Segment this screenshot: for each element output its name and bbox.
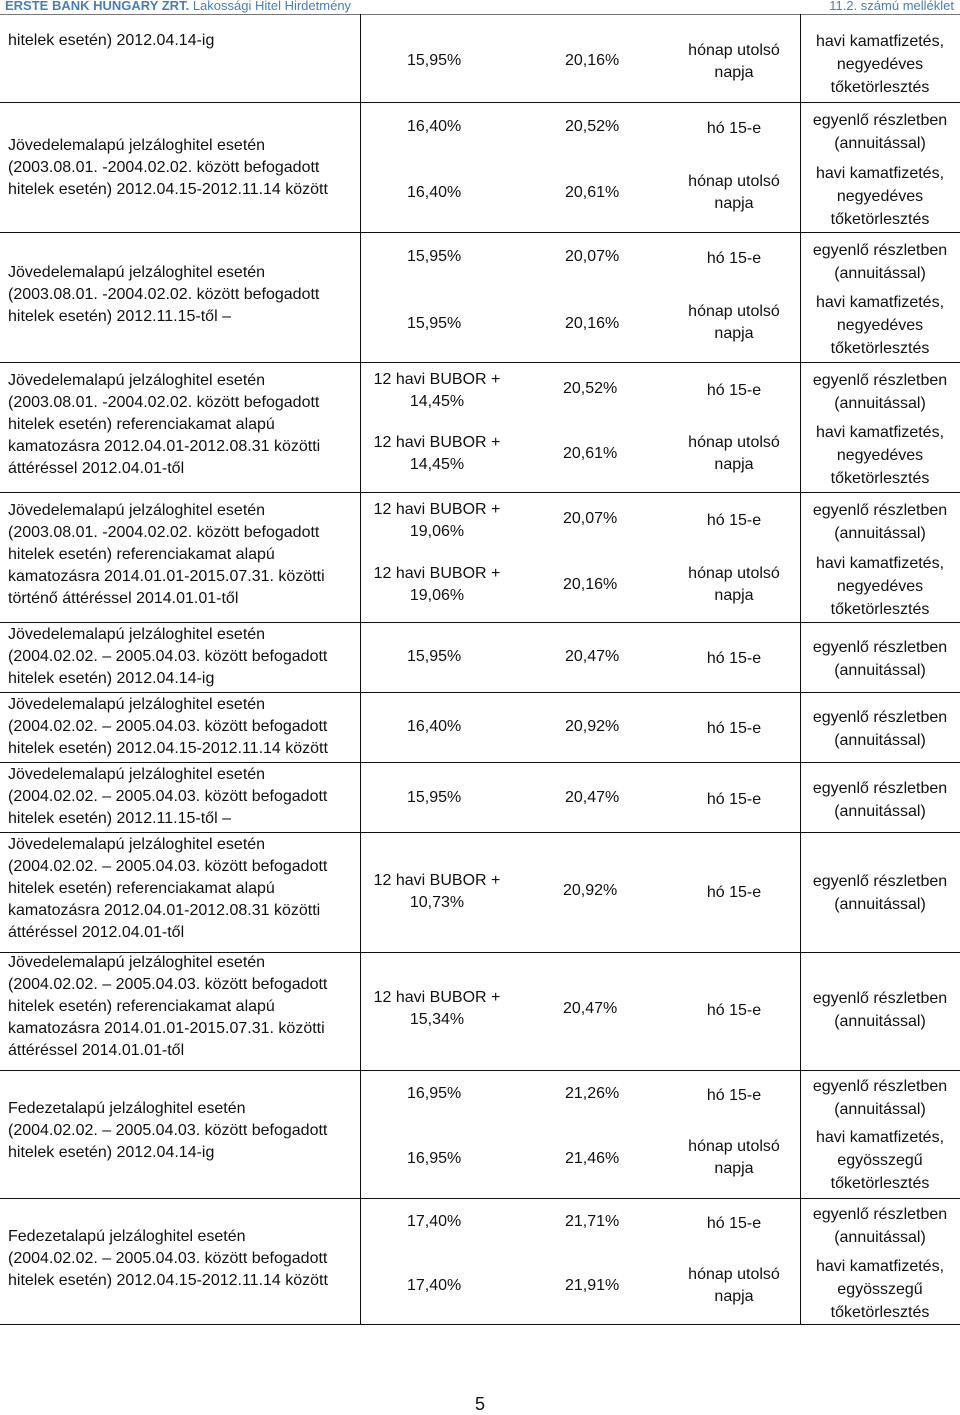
- repayment-line: (annuitással): [834, 732, 926, 749]
- repayment-line: (annuitással): [834, 896, 926, 913]
- description-line: kamatozásra 2014.01.01-2015.07.31. közötti: [8, 568, 325, 585]
- description-line: hitelek esetén) 2012.04.14-ig: [8, 1144, 215, 1161]
- due-date: [670, 563, 798, 607]
- base-rate: [362, 432, 512, 476]
- thm-rate: 20,16%: [565, 315, 620, 332]
- thm-rate: 20,92%: [563, 882, 618, 899]
- due-date-line: hónap utolsó: [688, 434, 780, 451]
- description-line: (2004.02.02. – 2005.04.03. között befogadott: [8, 1122, 328, 1139]
- repayment-line: havi kamatfizetés,: [815, 1129, 945, 1146]
- description-line: hitelek esetén) referenciakamat alapú: [8, 546, 275, 563]
- base-rate: [362, 499, 512, 543]
- thm-rate: 20,61%: [563, 445, 618, 462]
- due-date: [670, 118, 798, 140]
- description-line: Jövedelemalapú jelzáloghitel esetén: [8, 137, 266, 154]
- base-rate: 16,95%: [407, 1150, 462, 1167]
- repayment-line: tőketörlesztés: [830, 79, 930, 96]
- description-line: áttéréssel 2012.04.01-től: [8, 460, 185, 477]
- repayment-line: negyedéves: [836, 578, 924, 595]
- due-date-line: hónap utolsó: [688, 42, 780, 59]
- due-date: [670, 40, 798, 84]
- base-rate: 17,40%: [407, 1277, 462, 1294]
- repayment-line: (annuitással): [834, 662, 926, 679]
- repayment-line: tőketörlesztés: [830, 1175, 930, 1192]
- row-separator: [0, 362, 960, 363]
- description-line: (2004.02.02. – 2005.04.03. között befogadott: [8, 788, 328, 805]
- description-line: Jövedelemalapú jelzáloghitel esetén: [8, 836, 266, 853]
- repayment-method: [800, 369, 960, 415]
- row-description: [8, 30, 358, 52]
- repayment-method: [800, 552, 960, 621]
- base-rate: 15,95%: [407, 52, 462, 69]
- description-line: hitelek esetén) 2012.04.15-2012.11.14 között: [8, 181, 328, 198]
- repayment-line: negyedéves: [836, 447, 924, 464]
- due-date-line: hó 15-e: [706, 382, 762, 399]
- base-rate-line: 14,45%: [409, 456, 465, 473]
- repayment-line: havi kamatfizetés,: [815, 1258, 945, 1275]
- row-description: [8, 694, 358, 760]
- due-date-line: napja: [714, 1288, 754, 1305]
- due-date: [670, 648, 798, 670]
- description-line: hitelek esetén) 2012.04.15-2012.11.14 között: [8, 740, 328, 757]
- base-rate-line: 10,73%: [409, 894, 465, 911]
- repayment-line: havi kamatfizetés,: [815, 294, 945, 311]
- due-date-line: hó 15-e: [706, 1215, 762, 1232]
- due-date-line: hó 15-e: [706, 791, 762, 808]
- description-line: (2004.02.02. – 2005.04.03. között befogadott: [8, 976, 328, 993]
- due-date-line: napja: [714, 456, 754, 473]
- repayment-method: [800, 636, 960, 682]
- description-line: Jövedelemalapú jelzáloghitel esetén: [8, 696, 266, 713]
- description-line: (2003.08.01. -2004.02.02. között befogadott: [8, 286, 320, 303]
- description-line: áttéréssel 2014.01.01-től: [8, 1042, 185, 1059]
- description-line: hitelek esetén) 2012.04.14-ig: [8, 32, 215, 49]
- base-rate: 15,95%: [407, 315, 462, 332]
- due-date-line: napja: [714, 325, 754, 342]
- repayment-line: egyösszegű: [837, 1281, 923, 1298]
- base-rate-line: 14,45%: [409, 393, 465, 410]
- repayment-line: negyedéves: [836, 56, 924, 73]
- page-number: 5: [474, 1394, 485, 1414]
- due-date: [670, 718, 798, 740]
- thm-rate: 21,26%: [565, 1085, 620, 1102]
- due-date: [670, 432, 798, 476]
- base-rate-line: 12 havi BUBOR +: [373, 434, 501, 451]
- repayment-line: havi kamatfizetés,: [815, 165, 945, 182]
- repayment-line: (annuitással): [834, 1229, 926, 1246]
- due-date-line: hónap utolsó: [688, 173, 780, 190]
- row-separator: [0, 492, 960, 493]
- column-divider-description: [360, 14, 361, 1324]
- repayment-line: havi kamatfizetés,: [815, 33, 945, 50]
- repayment-line: egyenlő részletben: [812, 1206, 948, 1223]
- description-line: hitelek esetén) 2012.11.15-től –: [8, 810, 231, 827]
- row-description: [8, 952, 358, 1062]
- base-rate: [362, 987, 512, 1031]
- repayment-method: [800, 109, 960, 155]
- base-rate-line: 12 havi BUBOR +: [373, 872, 501, 889]
- description-line: (2003.08.01. -2004.02.02. között befogadott: [8, 524, 320, 541]
- base-rate: 17,40%: [407, 1213, 462, 1230]
- repayment-line: egyenlő részletben: [812, 639, 948, 656]
- repayment-line: egyösszegű: [837, 1152, 923, 1169]
- description-line: (2003.08.01. -2004.02.02. között befogadott: [8, 159, 320, 176]
- repayment-line: havi kamatfizetés,: [815, 424, 945, 441]
- base-rate-line: 12 havi BUBOR +: [373, 501, 501, 518]
- repayment-line: egyenlő részletben: [812, 990, 948, 1007]
- thm-rate: 21,46%: [565, 1150, 620, 1167]
- repayment-line: egyenlő részletben: [812, 1078, 948, 1095]
- thm-rate: 20,52%: [565, 118, 620, 135]
- thm-rate: 21,91%: [565, 1277, 620, 1294]
- due-date: [670, 1213, 798, 1235]
- thm-rate: 20,47%: [565, 789, 620, 806]
- thm-rate: 20,07%: [563, 510, 618, 527]
- due-date-line: hó 15-e: [706, 250, 762, 267]
- due-date: [670, 882, 798, 904]
- row-separator: [0, 232, 960, 233]
- base-rate: 15,95%: [407, 248, 462, 265]
- thm-rate: 21,71%: [565, 1213, 620, 1230]
- document-title: Lakossági Hitel Hirdetmény: [192, 0, 352, 13]
- due-date-line: hó 15-e: [706, 1002, 762, 1019]
- thm-rate: 20,16%: [563, 576, 618, 593]
- repayment-method: [800, 1126, 960, 1195]
- description-line: kamatozásra 2012.04.01-2012.08.31 közötti: [8, 902, 321, 919]
- due-date-line: hónap utolsó: [688, 1138, 780, 1155]
- base-rate: [362, 870, 512, 914]
- repayment-method: [800, 1255, 960, 1324]
- repayment-line: negyedéves: [836, 317, 924, 334]
- base-rate: 16,40%: [407, 118, 462, 135]
- row-description: [8, 500, 358, 610]
- due-date: [670, 510, 798, 532]
- row-separator: [0, 1070, 960, 1071]
- annex-label: 11.2. számú melléklet: [829, 0, 954, 13]
- due-date: [670, 1085, 798, 1107]
- repayment-line: egyenlő részletben: [812, 372, 948, 389]
- due-date-line: hó 15-e: [706, 720, 762, 737]
- description-line: kamatozásra 2012.04.01-2012.08.31 közötti: [8, 438, 321, 455]
- repayment-line: egyenlő részletben: [812, 502, 948, 519]
- header-left: [5, 0, 351, 13]
- description-line: Fedezetalapú jelzáloghitel esetén: [8, 1228, 246, 1245]
- due-date-line: hó 15-e: [706, 650, 762, 667]
- base-rate: 16,40%: [407, 718, 462, 735]
- row-description: [8, 135, 358, 201]
- thm-rate: 20,07%: [565, 248, 620, 265]
- repayment-line: egyenlő részletben: [812, 873, 948, 890]
- description-line: hitelek esetén) 2012.04.14-ig: [8, 670, 215, 687]
- repayment-line: tőketörlesztés: [830, 470, 930, 487]
- repayment-line: (annuitással): [834, 803, 926, 820]
- base-rate-line: 12 havi BUBOR +: [373, 989, 501, 1006]
- repayment-line: (annuitással): [834, 1101, 926, 1118]
- row-separator: [0, 762, 960, 763]
- due-date: [670, 301, 798, 345]
- description-line: történő áttéréssel 2014.01.01-től: [8, 590, 239, 607]
- repayment-method: [800, 777, 960, 823]
- description-line: Jövedelemalapú jelzáloghitel esetén: [8, 954, 266, 971]
- due-date: [670, 380, 798, 402]
- thm-rate: 20,61%: [565, 184, 620, 201]
- due-date-line: hó 15-e: [706, 884, 762, 901]
- description-line: hitelek esetén) referenciakamat alapú: [8, 998, 275, 1015]
- due-date: [670, 789, 798, 811]
- base-rate-line: 12 havi BUBOR +: [373, 371, 501, 388]
- description-line: Jövedelemalapú jelzáloghitel esetén: [8, 626, 266, 643]
- repayment-line: (annuitással): [834, 135, 926, 152]
- thm-rate: 20,47%: [565, 648, 620, 665]
- base-rate: 15,95%: [407, 789, 462, 806]
- base-rate: 16,40%: [407, 184, 462, 201]
- due-date-line: napja: [714, 1160, 754, 1177]
- base-rate-line: 19,06%: [409, 523, 465, 540]
- description-line: Jövedelemalapú jelzáloghitel esetén: [8, 264, 266, 281]
- page-header: [0, 0, 960, 15]
- repayment-line: tőketörlesztés: [830, 211, 930, 228]
- base-rate: 16,95%: [407, 1085, 462, 1102]
- row-separator: [0, 1324, 960, 1325]
- description-line: Jövedelemalapú jelzáloghitel esetén: [8, 766, 266, 783]
- row-description: [8, 764, 358, 830]
- repayment-method: [800, 499, 960, 545]
- due-date: [670, 171, 798, 215]
- repayment-line: egyenlő részletben: [812, 242, 948, 259]
- row-separator: [0, 102, 960, 103]
- due-date: [670, 248, 798, 270]
- repayment-line: (annuitással): [834, 1013, 926, 1030]
- base-rate: [362, 369, 512, 413]
- row-description: [8, 1226, 358, 1292]
- description-line: (2004.02.02. – 2005.04.03. között befogadott: [8, 858, 328, 875]
- description-line: (2004.02.02. – 2005.04.03. között befogadott: [8, 648, 328, 665]
- description-line: Jövedelemalapú jelzáloghitel esetén: [8, 502, 266, 519]
- row-separator: [0, 692, 960, 693]
- repayment-line: (annuitással): [834, 525, 926, 542]
- description-line: kamatozásra 2014.01.01-2015.07.31. közötti: [8, 1020, 325, 1037]
- row-description: [8, 834, 358, 944]
- base-rate: [362, 563, 512, 607]
- row-description: [8, 370, 358, 480]
- repayment-line: (annuitással): [834, 265, 926, 282]
- repayment-method: [800, 1203, 960, 1249]
- base-rate-line: 15,34%: [409, 1011, 465, 1028]
- description-line: hitelek esetén) 2012.04.15-2012.11.14 között: [8, 1272, 328, 1289]
- due-date-line: hó 15-e: [706, 512, 762, 529]
- repayment-method: [800, 30, 960, 99]
- repayment-method: [800, 706, 960, 752]
- due-date: [670, 1264, 798, 1308]
- repayment-method: [800, 162, 960, 231]
- row-separator: [0, 1198, 960, 1199]
- repayment-line: negyedéves: [836, 188, 924, 205]
- row-description: [8, 262, 358, 328]
- base-rate: 15,95%: [407, 648, 462, 665]
- thm-rate: 20,47%: [563, 1000, 618, 1017]
- row-separator: [0, 832, 960, 833]
- due-date-line: hó 15-e: [706, 1087, 762, 1104]
- due-date-line: hó 15-e: [706, 120, 762, 137]
- repayment-method: [800, 987, 960, 1033]
- repayment-line: egyenlő részletben: [812, 112, 948, 129]
- repayment-line: tőketörlesztés: [830, 340, 930, 357]
- repayment-method: [800, 870, 960, 916]
- repayment-method: [800, 1075, 960, 1121]
- repayment-line: tőketörlesztés: [830, 1304, 930, 1321]
- due-date-line: hónap utolsó: [688, 565, 780, 582]
- repayment-line: egyenlő részletben: [812, 780, 948, 797]
- description-line: Fedezetalapú jelzáloghitel esetén: [8, 1100, 246, 1117]
- description-line: Jövedelemalapú jelzáloghitel esetén: [8, 372, 266, 389]
- description-line: (2003.08.01. -2004.02.02. között befogadott: [8, 394, 320, 411]
- description-line: áttéréssel 2012.04.01-től: [8, 924, 185, 941]
- due-date-line: hónap utolsó: [688, 303, 780, 320]
- row-description: [8, 1098, 358, 1164]
- repayment-line: havi kamatfizetés,: [815, 555, 945, 572]
- repayment-method: [800, 239, 960, 285]
- thm-rate: 20,92%: [565, 718, 620, 735]
- description-line: (2004.02.02. – 2005.04.03. között befogadott: [8, 718, 328, 735]
- base-rate-line: 19,06%: [409, 587, 465, 604]
- due-date-line: napja: [714, 587, 754, 604]
- description-line: (2004.02.02. – 2005.04.03. között befogadott: [8, 1250, 328, 1267]
- due-date-line: napja: [714, 64, 754, 81]
- description-line: hitelek esetén) referenciakamat alapú: [8, 880, 275, 897]
- repayment-method: [800, 421, 960, 490]
- due-date-line: hónap utolsó: [688, 1266, 780, 1283]
- repayment-method: [800, 291, 960, 360]
- description-line: hitelek esetén) referenciakamat alapú: [8, 416, 275, 433]
- due-date: [670, 1136, 798, 1180]
- repayment-line: egyenlő részletben: [812, 709, 948, 726]
- repayment-line: (annuitással): [834, 395, 926, 412]
- row-description: [8, 624, 358, 690]
- bank-name: ERSTE BANK HUNGARY ZRT.: [5, 0, 190, 13]
- thm-rate: 20,52%: [563, 380, 618, 397]
- due-date-line: napja: [714, 195, 754, 212]
- due-date: [670, 1000, 798, 1022]
- description-line: hitelek esetén) 2012.11.15-től –: [8, 308, 231, 325]
- base-rate-line: 12 havi BUBOR +: [373, 565, 501, 582]
- repayment-line: tőketörlesztés: [830, 601, 930, 618]
- row-separator: [0, 622, 960, 623]
- thm-rate: 20,16%: [565, 52, 620, 69]
